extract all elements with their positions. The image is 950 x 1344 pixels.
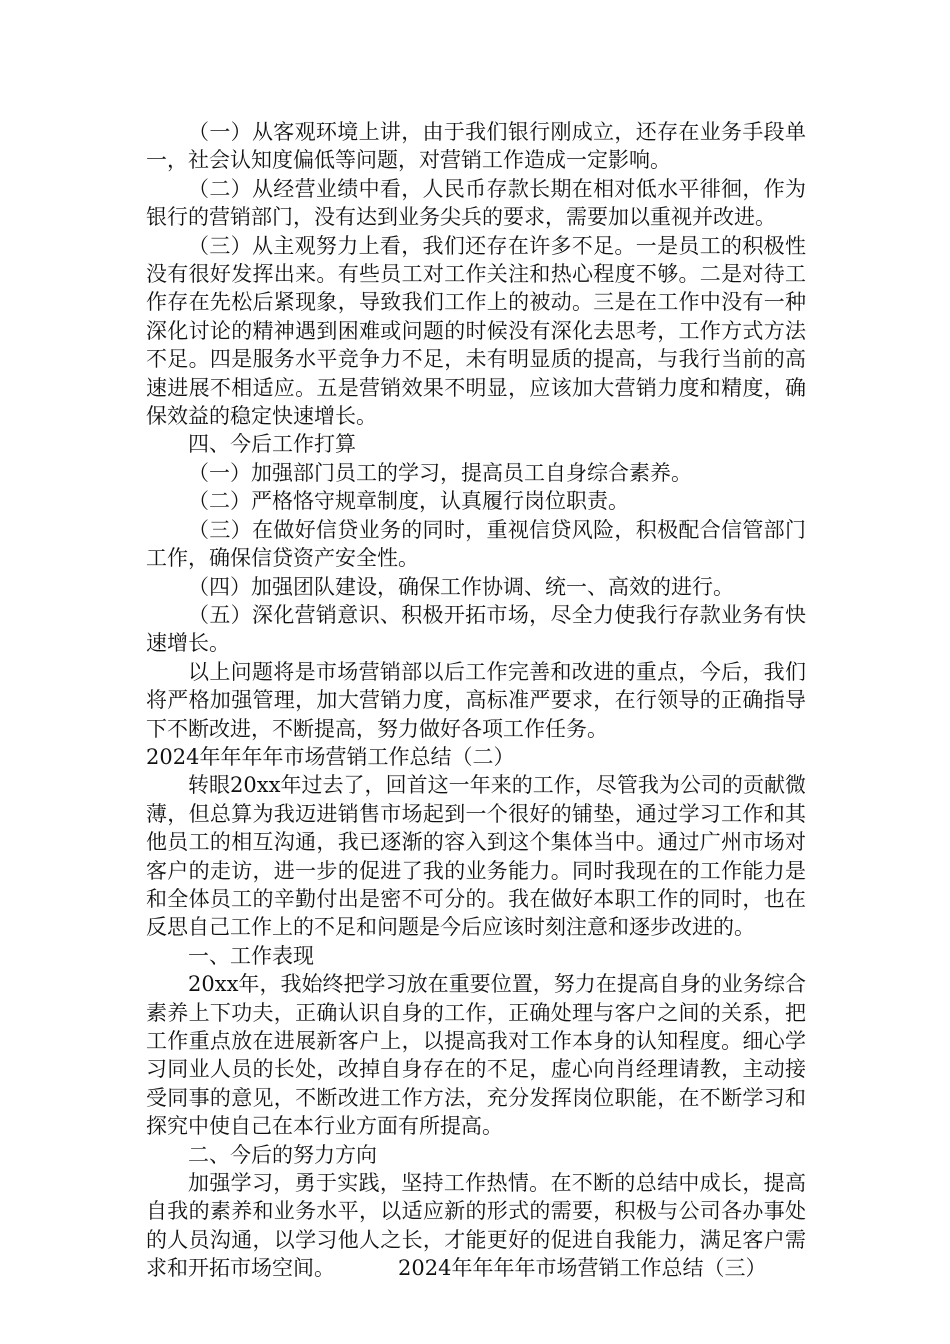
future-direction-paragraph: [146, 1169, 806, 1283]
paragraph-2: （二）从经营业绩中看，人民币存款长期在相对低水平徘徊，作为银行的营销部门，没有达到业务尖兵的要求，需要加以重视并改进。: [146, 176, 806, 230]
document-body: [146, 118, 806, 1283]
paragraph-1: （一）从客观环境上讲，由于我们银行刚成立，还存在业务手段单一，社会认知度偏低等问题，对营销工作造成一定影响。: [146, 120, 806, 173]
plan-item-5: （五）深化营销意识、积极开拓市场，尽全力使我行存款业务有快速增长。: [146, 602, 806, 656]
plan-item-3: （三）在做好信贷业务的同时，重视信贷风险，积极配合信管部门工作，确保信贷资产安全性。: [146, 517, 806, 571]
work-performance-paragraph: 20xx年，我始终把学习放在重要位置，努力在提高自身的业务综合素养上下功夫，正确认识自身的工作，正确处理与客户之间的关系，把工作重点放在进展新客户上，以提高我对工作本身的认知程度。细心学习同业人员的长处，改掉自身存在的不足，虚心向肖经理请教，主动接受同事的意见，不断改进工作方法，充分发挥岗位职能，在不断学习和探究中使自己在本行业方面有所提高。: [146, 972, 806, 1139]
section-heading-work-performance: 一、工作表现: [188, 943, 314, 968]
intro-paragraph-2: 转眼20xx年过去了，回首这一年来的工作，尽管我为公司的贡献微薄，但总算为我迈进销售市场起到一个很好的铺垫，通过学习工作和其他员工的相互沟通，我已逐渐的容入到这个集体当中。通过广州市场对客户的走访，进一步的促进了我的业务能力。同时我现在的工作能力是和全体员工的辛勤付出是密不可分的。我在做好本职工作的同时，也在反思自己工作上的不足和问题是今后应该时刻注意和逐步改进的。: [146, 773, 806, 940]
section-heading-future-direction: 二、今后的努力方向: [188, 1142, 377, 1167]
paragraph-3: （三）从主观努力上看，我们还存在许多不足。一是员工的积极性没有很好发挥出来。有些员工对工作关注和热心程度不够。二是对待工作存在先松后紧现象，导致我们工作上的被动。三是在工作中没有一种深化讨论的精神遇到困难或问题的时候没有深化去思考，工作方式方法不足。四是服务水平竞争力不足，未有明显质的提高，与我行当前的高速进展不相适应。五是营销效果不明显，应该加大营销力度和精度，确保效益的稳定快速增长。: [146, 233, 806, 429]
plan-item-4: （四）加强团队建设，确保工作协调、统一、高效的进行。: [188, 574, 734, 599]
plan-item-1: （一）加强部门员工的学习，提高员工自身综合素养。: [188, 460, 692, 485]
plan-item-2: （二）严格恪守规章制度，认真履行岗位职责。: [188, 489, 629, 514]
section-heading-4: 四、今后工作打算: [188, 432, 356, 457]
future-direction-text: 加强学习，勇于实践，坚持工作热情。在不断的总结中成长，提高自我的素养和业务水平，以适应新的形式的需要，积极与公司各办事处的人员沟通，以学习他人之长，才能更好的促进自我能力，满足客户需求和开拓市场空间。: [146, 1171, 806, 1281]
document-title-3: 2024年年年年市场营销工作总结（三）: [398, 1256, 767, 1281]
closing-paragraph: 以上问题将是市场营销部以后工作完善和改进的重点，今后，我们将严格加强管理，加大营销力度，高标准严要求，在行领导的正确指导下不断改进，不断提高，努力做好各项工作任务。: [146, 659, 806, 741]
document-title-2: 2024年年年年市场营销工作总结（二）: [146, 744, 515, 769]
